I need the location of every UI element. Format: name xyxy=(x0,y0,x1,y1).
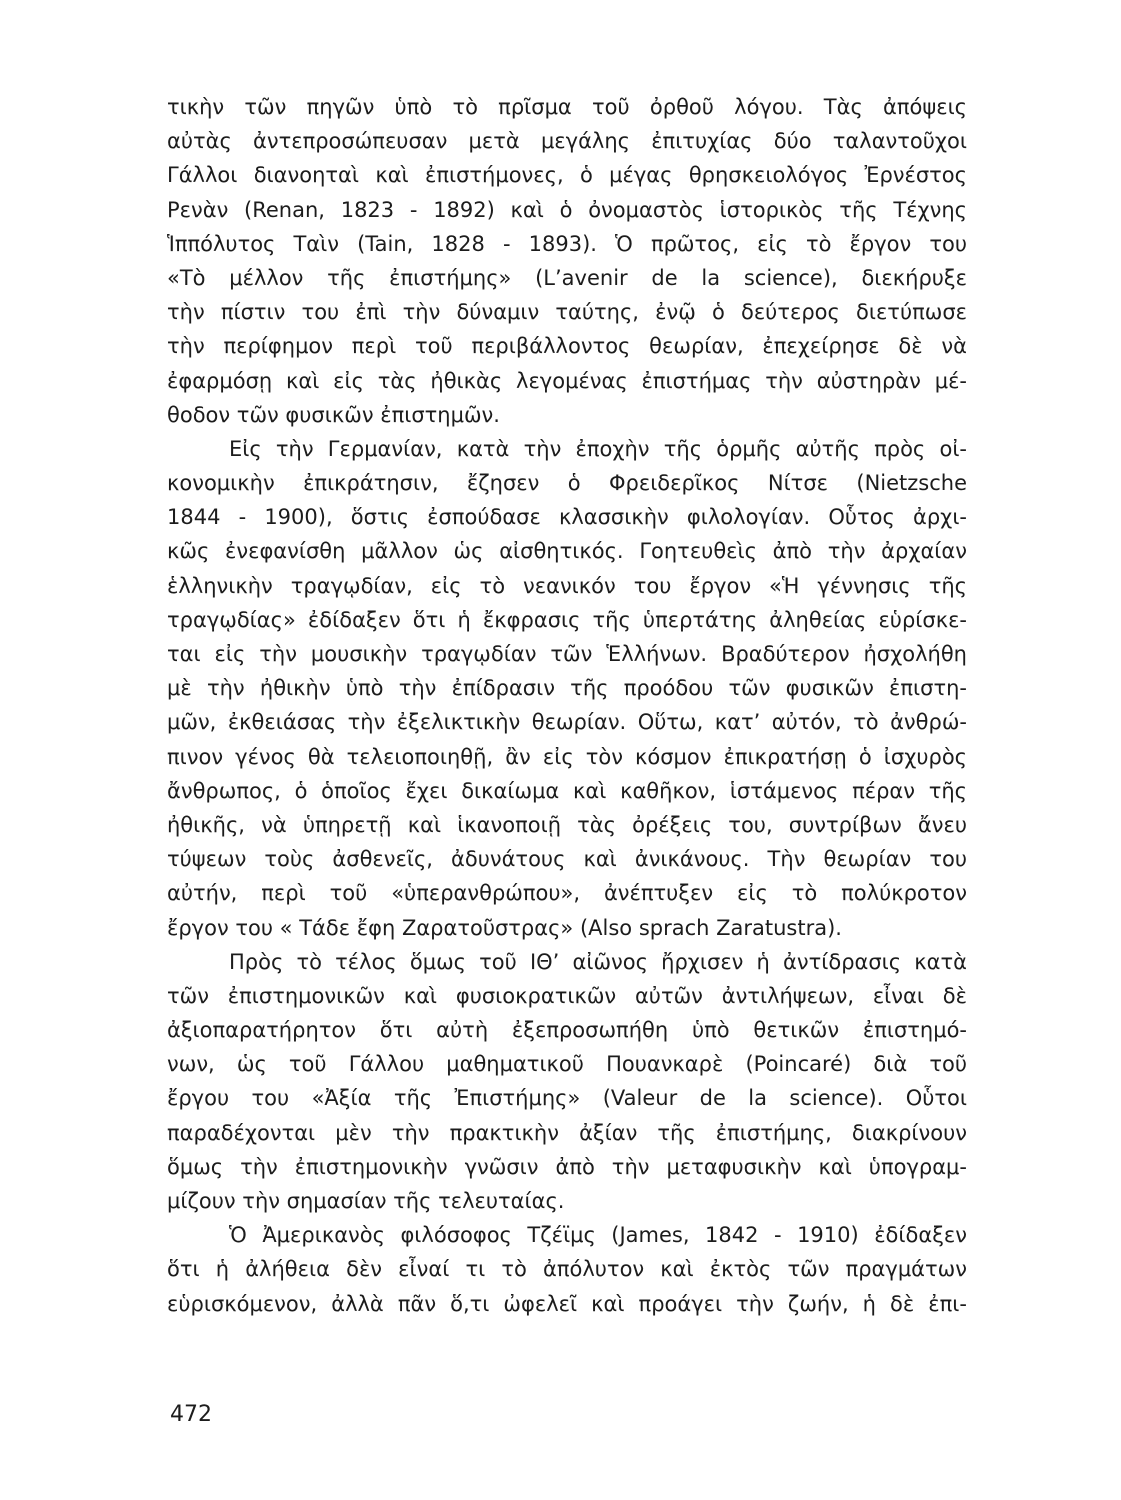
text-line: μὲ τὴν ἠθικὴν ὑπὸ τὴν ἐπίδρασιν τῆς προόδου τῶν φυσικῶν ἐπιστη- xyxy=(167,676,967,701)
text-line: μίζουν τὴν σημασίαν τῆς τελευταίας. xyxy=(167,1189,565,1213)
text-line: ἠθικῆς, νὰ ὑπηρετῇ καὶ ἱκανοποιῇ τὰς ὀρέξεις του, συντρίβων ἄνευ xyxy=(167,812,967,837)
text-line: 1844 - 1900), ὅστις ἐσπούδασε κλασσικὴν φιλολογίαν. Οὗτος ἀρχι- xyxy=(167,505,967,530)
text-line: ἔργου του «Ἀξία τῆς Ἐπιστήμης» (Valeur de la science). Οὗτοι xyxy=(167,1086,967,1111)
text-line: «Τὸ μέλλον τῆς ἐπιστήμης» (L’avenir de la science), διεκήρυξε xyxy=(167,265,967,290)
text-line: ἀξιοπαρατήρητον ὅτι αὐτὴ ἐξεπροσωπήθη ὑπὸ θετικῶν ἐπιστημό- xyxy=(167,1018,967,1043)
text-line: ἑλληνικὴν τραγῳδίαν, εἰς τὸ νεανικόν του ἔργον «Ἡ γέννησις τῆς xyxy=(167,573,967,598)
text-line: τικὴν τῶν πηγῶν ὑπὸ τὸ πρῖσμα τοῦ ὀρθοῦ λόγου. Τὰς ἀπόψεις xyxy=(167,95,967,119)
text-line: ὅμως τὴν ἐπιστημονικὴν γνῶσιν ἀπὸ τὴν μεταφυσικὴν καὶ ὑπογραμ- xyxy=(167,1154,967,1179)
text-line: κονομικὴν ἐπικράτησιν, ἔζησεν ὁ Φρειδερῖκος Νίτσε (Nietzsche xyxy=(167,471,967,496)
text-line: Γάλλοι διανοηταὶ καὶ ἐπιστήμονες, ὁ μέγας θρησκειολόγος Ἐρνέστος xyxy=(167,163,967,188)
text-line: Πρὸς τὸ τέλος ὅμως τοῦ ΙΘ’ αἰῶνος ἤρχισεν ἡ ἀντίδρασις κατὰ xyxy=(229,949,967,974)
text-line: τῶν ἐπιστημονικῶν καὶ φυσιοκρατικῶν αὐτῶν ἀντιλήψεων, εἶναι δὲ xyxy=(167,983,967,1008)
text-line: μῶν, ἐκθειάσας τὴν ἐξελικτικὴν θεωρίαν. Οὕτω, κατ’ αὐτόν, τὸ ἀνθρώ- xyxy=(167,710,967,735)
text-line: νων, ὡς τοῦ Γάλλου μαθηματικοῦ Πουανκαρὲ (Poincaré) διὰ τοῦ xyxy=(167,1052,967,1077)
text-line: τὴν περίφημον περὶ τοῦ περιβάλλοντος θεωρίαν, ἐπεχείρησε δὲ νὰ xyxy=(167,334,967,359)
text-line: ται εἰς τὴν μουσικὴν τραγῳδίαν τῶν Ἑλλήνων. Βραδύτερον ἠσχολήθη xyxy=(167,642,967,666)
text-line: παραδέχονται μὲν τὴν πρακτικὴν ἀξίαν τῆς ἐπιστήμης, διακρίνουν xyxy=(167,1120,967,1145)
text-line: Εἰς τὴν Γερμανίαν, κατὰ τὴν ἐποχὴν τῆς ὁρμῆς αὐτῆς πρὸς οἰ- xyxy=(229,436,967,461)
text-line: αὐτήν, περὶ τοῦ «ὑπερανθρώπου», ἀνέπτυξεν εἰς τὸ πολύκροτον xyxy=(167,881,967,906)
text-line: εὑρισκόμενον, ἀλλὰ πᾶν ὅ,τι ὠφελεῖ καὶ προάγει τὴν ζωήν, ἡ δὲ ἐπι- xyxy=(167,1291,967,1316)
text-line: Ἱππόλυτος Ταὶν (Tain, 1828 - 1893). Ὁ πρῶτος, εἰς τὸ ἔργον του xyxy=(167,231,967,256)
text-line: αὐτὰς ἀντεπροσώπευσαν μετὰ μεγάλης ἐπιτυχίας δύο ταλαντοῦχοι xyxy=(167,129,967,154)
body-text xyxy=(167,90,967,1321)
text-line: πινον γένος θὰ τελειοποιηθῇ, ἂν εἰς τὸν κόσμον ἐπικρατήσῃ ὁ ἰσχυρὸς xyxy=(167,744,967,769)
page-number: 472 xyxy=(170,1402,212,1427)
text-line: τύψεων τοὺς ἀσθενεῖς, ἀδυνάτους καὶ ἀνικάνους. Τὴν θεωρίαν του xyxy=(167,847,967,872)
text-line: ἄνθρωπος, ὁ ὁποῖος ἔχει δικαίωμα καὶ καθῆκον, ἱστάμενος πέραν τῆς xyxy=(167,778,967,803)
text-line: ἔργον του « Τάδε ἔφη Ζαρατοῦστρας» (Also sprach Zaratustra). xyxy=(167,915,842,940)
text-line: κῶς ἐνεφανίσθη μᾶλλον ὡς αἰσθητικός. Γοητευθεὶς ἀπὸ τὴν ἀρχαίαν xyxy=(167,539,967,564)
text-line: τὴν πίστιν του ἐπὶ τὴν δύναμιν ταύτης, ἐνῷ ὁ δεύτερος διετύπωσε xyxy=(167,300,967,325)
text-line: Ὁ Ἀμερικανὸς φιλόσοφος Τζέϊμς (James, 1842 - 1910) ἐδίδαξεν xyxy=(229,1223,967,1248)
text-line: ὅτι ἡ ἀλήθεια δὲν εἶναί τι τὸ ἀπόλυτον καὶ ἐκτὸς τῶν πραγμάτων xyxy=(167,1257,967,1282)
text-line: Ρενὰν (Renan, 1823 - 1892) καὶ ὁ ὀνομαστὸς ἱστορικὸς τῆς Τέχνης xyxy=(167,197,967,222)
text-line: τραγῳδίας» ἐδίδαξεν ὅτι ἡ ἔκφρασις τῆς ὑπερτάτης ἀληθείας εὑρίσκε- xyxy=(167,607,967,632)
text-line: ἐφαρμόσῃ καὶ εἰς τὰς ἠθικὰς λεγομένας ἐπιστήμας τὴν αὐστηρὰν μέ- xyxy=(167,368,967,393)
text-line: θοδον τῶν φυσικῶν ἐπιστημῶν. xyxy=(167,402,500,427)
